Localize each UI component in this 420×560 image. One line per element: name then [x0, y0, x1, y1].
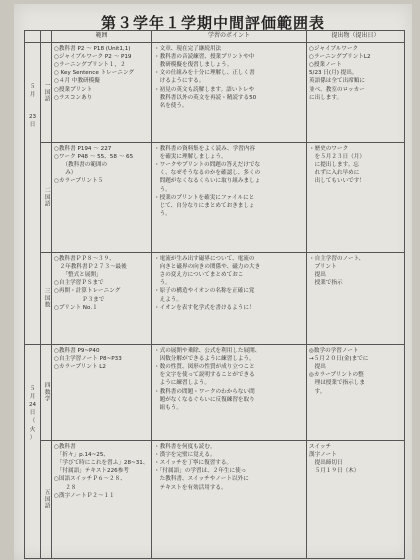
cell-line: ○授業ノート: [309, 62, 342, 69]
table-row: [25, 441, 405, 559]
points-cell: [152, 143, 307, 253]
range-cell: [52, 441, 152, 559]
date-char: [27, 106, 38, 113]
date-char: ）: [29, 434, 36, 441]
cell-line: 教研模擬を復習しましょう。: [154, 62, 233, 69]
cell-line: ○教科書 P9~P40: [54, 348, 100, 354]
cell-line: 出してもいいです！: [309, 178, 365, 185]
header-range: 範囲: [52, 31, 152, 43]
cell-line: た教科書、スイッチやノート以外に: [154, 476, 249, 483]
cell-line: ・初見の英文も読解します。語いトレや: [154, 86, 255, 93]
date-char: ５: [29, 386, 36, 392]
cell-line: スイッチ: [309, 444, 332, 450]
cell-line: ・式の展開や乗除、公式を利用した展開、: [154, 348, 261, 354]
cell-line: ・教科書の音読練習、授業プリントや中: [154, 54, 255, 61]
cell-line: 英語係は全て出席順に: [309, 78, 365, 85]
cell-line: う。: [154, 210, 171, 217]
cell-line: ○ラーニングプリント１，２: [54, 62, 126, 69]
header-submission: 提出物（提出日）: [307, 31, 405, 43]
cell-line: ○教科書: [54, 444, 76, 450]
document-sheet: [14, 4, 412, 560]
cell-line: を５月２３日（月）: [309, 154, 365, 161]
cell-line: ・ワークやプリントの問題の答えだけでな: [154, 162, 261, 169]
cell-line: 漢字ノート: [309, 452, 337, 459]
cell-line: けるようにする。: [154, 78, 205, 85]
cell-line: プリント: [309, 264, 337, 271]
cell-line: 5/23 日(月) 提出。: [309, 70, 358, 77]
cell-line: す。: [309, 388, 326, 395]
cell-line: ・文章、現在完了継続用法: [154, 46, 222, 52]
cell-line: ○４月 中教研模擬: [54, 78, 100, 85]
cell-line: 理は授業で指示しま: [309, 380, 365, 387]
cell-line: ・「付属語」の学習は、２年生に使っ: [154, 468, 247, 475]
cell-line: ２８: [54, 484, 77, 491]
cell-line: 「学びて時にこれを習ふ」28~31、: [54, 460, 149, 467]
date-char: ５: [29, 84, 36, 90]
cell-line: ○ジャイブルワーク: [309, 46, 359, 52]
date-cell-2: [25, 345, 41, 559]
cell-line: ○国語スイッチＰ６～２８、: [54, 476, 126, 483]
cell-line: 提出: [309, 272, 326, 279]
cell-line: く、なぜそうなるのかを確認し、多くの: [154, 170, 261, 177]
table-header-row: [25, 31, 405, 43]
cell-line: う。: [154, 280, 171, 287]
cell-line: えよう。: [154, 296, 182, 303]
cell-line: ○プリント No.１: [54, 304, 98, 311]
cell-line: ・教科書の資料集をよく読み、学習内容: [154, 146, 256, 152]
submission-cell: [307, 441, 405, 559]
cell-line: ○教科書 P194 ～ 227: [54, 146, 112, 152]
cell-line: テキストを有効活用する。: [154, 484, 227, 491]
cell-line: ・歴史のワーク: [309, 146, 349, 152]
cell-line: ・授業のプリントを確実にファイルにと: [154, 194, 255, 201]
date-char: 日: [29, 122, 36, 129]
cell-line: ・電流が生み出す磁界について、電流の: [154, 256, 255, 262]
submission-cell: [307, 345, 405, 441]
cell-line: ○自主学習ノート P8~P33: [54, 356, 122, 363]
date-char: 日: [29, 410, 36, 417]
cell-line: ○漢字ノートＰ２～１１: [54, 492, 115, 499]
table-row: [25, 43, 405, 143]
cell-line: ・教科書の問題・ワークのわからない問: [154, 388, 255, 395]
cell-line: ○ジャイブルワーク P2 ～ P19: [54, 54, 132, 61]
subject-cell: 四数学: [41, 345, 52, 441]
cell-line: 組もう。: [154, 404, 182, 411]
cell-line: ・原子の構造やイオンの名称を正確に覚: [154, 288, 255, 295]
date-cell-1: [25, 43, 41, 345]
cell-line: ○授業プリント: [54, 86, 93, 93]
range-cell: [52, 253, 152, 345]
cell-line: 名を使う。: [154, 102, 188, 109]
range-cell: [52, 43, 152, 143]
points-cell: [152, 345, 307, 441]
cell-line: ◎数学の学習ノート: [309, 348, 359, 354]
cell-line: 提出: [309, 364, 326, 371]
cell-line: ○カラープリント５: [54, 178, 104, 185]
cell-line: み）: [54, 170, 77, 177]
cell-line: ○カラープリント L2: [54, 364, 106, 371]
cell-line: ○ラスコンあり: [54, 94, 93, 101]
cell-line: ・スイッチを丁寧に復習する。: [154, 460, 233, 467]
header-date: [25, 31, 41, 43]
cell-line: ２年教科書Ｐ２７３～最後: [54, 264, 127, 271]
cell-line: に出します。: [309, 94, 343, 101]
cell-line: ○教科書 P2 ～ P18 (Unit1,1): [54, 46, 131, 52]
date-char: [27, 99, 38, 106]
cell-line: ・数の性質、図形の性質が成り立つこと: [154, 364, 255, 371]
cell-line: ○再開・計算トレーニング: [54, 288, 121, 295]
cell-line: に提出します。忘: [309, 162, 359, 169]
cell-line: れずに入れ早めに: [309, 170, 360, 177]
cell-line: 問題がなくなるくらいに取り組みましょ: [154, 178, 261, 185]
cell-line: 「整式と展開」: [54, 272, 102, 279]
cell-line: ・文の仕組みを十分に理解し、正しく書: [154, 70, 255, 77]
submission-cell: [307, 143, 405, 253]
cell-line: ◎カラープリントの整: [309, 372, 364, 379]
points-cell: [152, 43, 307, 143]
cell-line: ・教科書を何度も読む。: [154, 444, 216, 450]
table-row: [25, 143, 405, 253]
cell-line: 向きと磁界の向きの関係や、磁力の大き: [154, 264, 261, 271]
subject-cell: 一国語: [41, 43, 52, 143]
cell-line: ○ワーク P48 ～ 55、58 ～ 65: [54, 154, 134, 161]
cell-line: じて、自分なりにまとめておきましょ: [154, 202, 255, 209]
subject-cell: 二国語: [41, 143, 52, 253]
range-cell: [52, 345, 152, 441]
evaluation-range-table: [24, 30, 405, 559]
cell-line: 因数分解ができるように練習しよう。: [154, 356, 255, 363]
cell-line: （教科書の範囲の: [54, 162, 108, 169]
cell-line: 並べ、教室のロッカー: [309, 86, 365, 93]
cell-line: さの変え方についてまとめておこ: [154, 272, 244, 279]
points-cell: [152, 441, 307, 559]
date-char: 23: [28, 114, 37, 121]
header-points: 学習のポイント: [152, 31, 307, 43]
subject-cell: 三国数: [41, 253, 52, 345]
cell-line: ・自主学習のノート、: [309, 256, 365, 262]
date-char: （: [29, 418, 36, 425]
cell-line: を確実に理解しましょう。: [154, 154, 227, 161]
cell-line: ５月１９日（木）: [309, 468, 360, 475]
cell-line: ○教科書ＰＰ８～３９、: [54, 256, 115, 262]
submission-cell: [307, 43, 405, 143]
cell-line: 「折々」p.14~25、: [54, 452, 110, 459]
cell-line: 題がなくなるぐらいに反復練習を取り: [154, 396, 255, 403]
range-cell: [52, 143, 152, 253]
date-char: 月: [29, 394, 36, 401]
cell-line: を文字を使って説明することができる: [154, 372, 255, 379]
date-char: 月: [29, 92, 36, 99]
cell-line: 教科書以外の英文を再読・精読する50: [154, 94, 257, 101]
cell-line: 提出締切日: [309, 460, 343, 467]
cell-line: ように練習しよう。: [154, 380, 210, 387]
cell-line: ○自主学習ＰＳまで: [54, 280, 104, 287]
cell-line: ○ Key Sentence トレーニング: [54, 70, 135, 77]
cell-line: ・イオンを表す化学式を書けるように！: [154, 304, 255, 311]
date-char: 火: [29, 426, 36, 433]
table-row: [25, 345, 405, 441]
table-row: [25, 253, 405, 345]
submission-cell: [307, 253, 405, 345]
date-char: 24: [28, 402, 37, 409]
cell-line: →５月２０日(金)までに: [309, 356, 369, 363]
points-cell: [152, 253, 307, 345]
page-title: 第３学年１学期中間評価範囲表: [100, 14, 325, 32]
cell-line: 授業で指示: [309, 280, 343, 287]
cell-line: う。: [154, 186, 171, 193]
cell-line: ・漢字を完璧に覚える。: [154, 452, 216, 459]
subject-cell: 五国語: [41, 441, 52, 559]
cell-line: 「付属語」テキスト226参考: [54, 468, 129, 475]
cell-line: ○ラーニングプリントL2: [309, 54, 371, 61]
header-subject: [41, 31, 52, 43]
cell-line: Ｐ３まで: [54, 296, 105, 303]
